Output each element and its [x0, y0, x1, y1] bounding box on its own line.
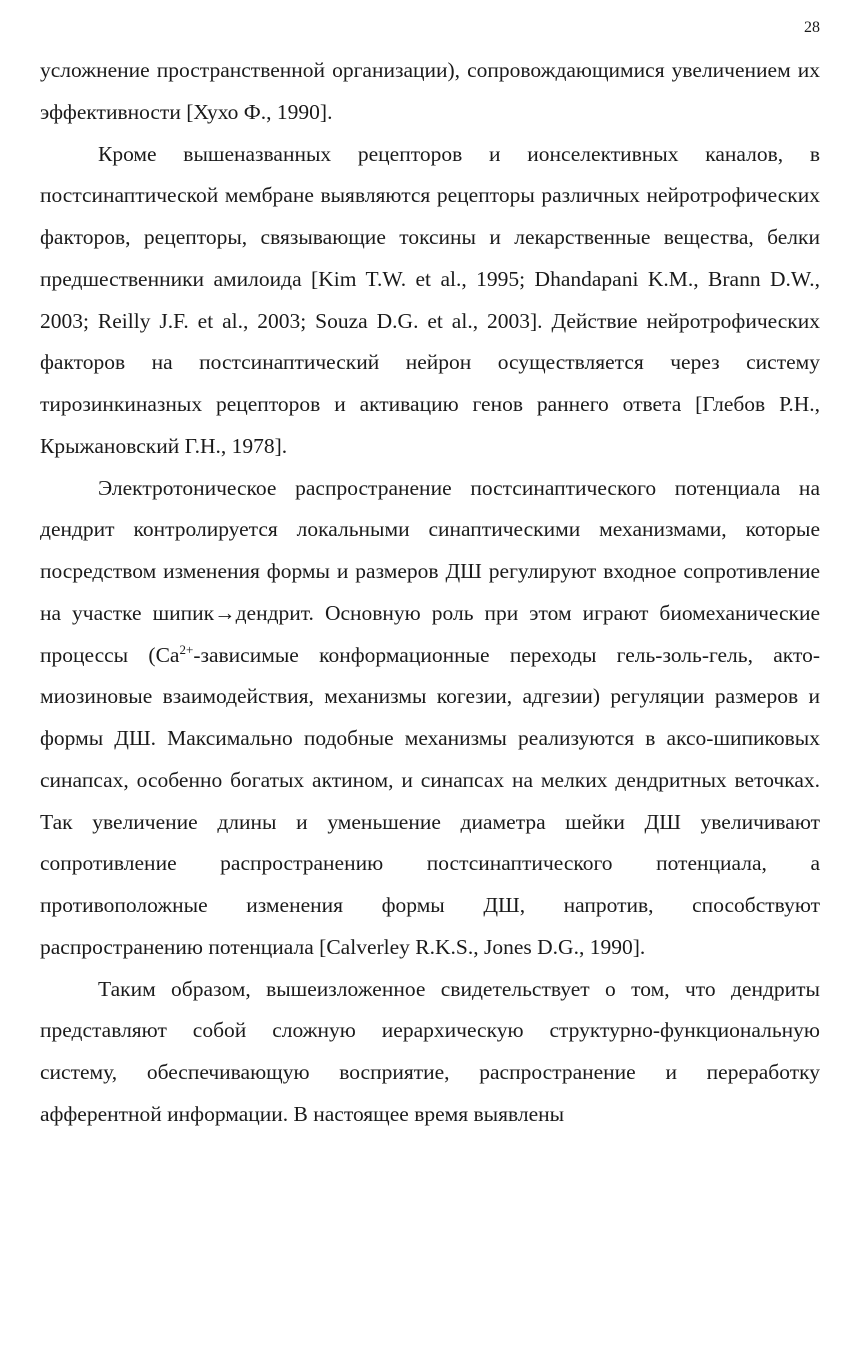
paragraph-continuation: усложнение пространственной организации), сопровождающимися увеличением их эффективности [Хухо Ф., 1990].: [40, 58, 820, 124]
paragraph-conclusion: Таким образом, вышеизложенное свидетельствует о том, что дендриты представляют собой сложную иерархическую структурно-функциональную систему, обеспечивающую восприятие, распространение и переработку афферентной информации. В настоящее время выявлены: [40, 976, 820, 1126]
paragraph-electrotonic-part1: Электротоническое распространение постсинаптического потенциала на дендрит контролируется локальными синаптическими механизмами, которые посредством изменения формы и размеров ДШ регулируют входное сопротивление на участке шипик→дендрит. Основную роль при этом играют биомеханические процессы (Ca: [40, 475, 820, 667]
paragraph-electrotonic-part2: -зависимые конформационные переходы гель-золь-гель, акто-миозиновые взаимодействия, механизмы когезии, адгезии) регуляции размеров и формы ДШ. Максимально подобные механизмы реализуются в аксо-шипиковых синапсах, особенно богатых актином, и синапсах на мелких дендритных веточках. Так увеличение длины и уменьшение диаметра шейки ДШ увеличивают сопротивление распространению постсинаптического потенциала, а противоположные изменения формы ДШ, напротив, способствуют распространению потенциала [Calverley R.K.S., Jones D.G., 1990].: [40, 642, 820, 959]
paragraph-electrotonic: [40, 468, 820, 969]
page-number: 28: [804, 19, 820, 36]
paragraph-receptors: Кроме вышеназванных рецепторов и ионселективных каналов, в постсинаптической мембране выявляются рецепторы различных нейротрофических факторов, рецепторы, связывающие токсины и лекарственные вещества, белки предшественники амилоида [Kim T.W. et al., 1995; Dhandapani K.M., Brann D.W., 2003; Reilly J.F. et al., 2003; Souza D.G. et al., 2003]. Действие нейротрофических факторов на постсинаптический нейрон осуществляется через систему тирозинкиназных рецепторов и активацию генов раннего ответа [Глебов Р.Н., Крыжановский Г.Н., 1978].: [40, 141, 820, 458]
body-text: [40, 50, 820, 1136]
calcium-charge-superscript: 2+: [179, 641, 194, 657]
